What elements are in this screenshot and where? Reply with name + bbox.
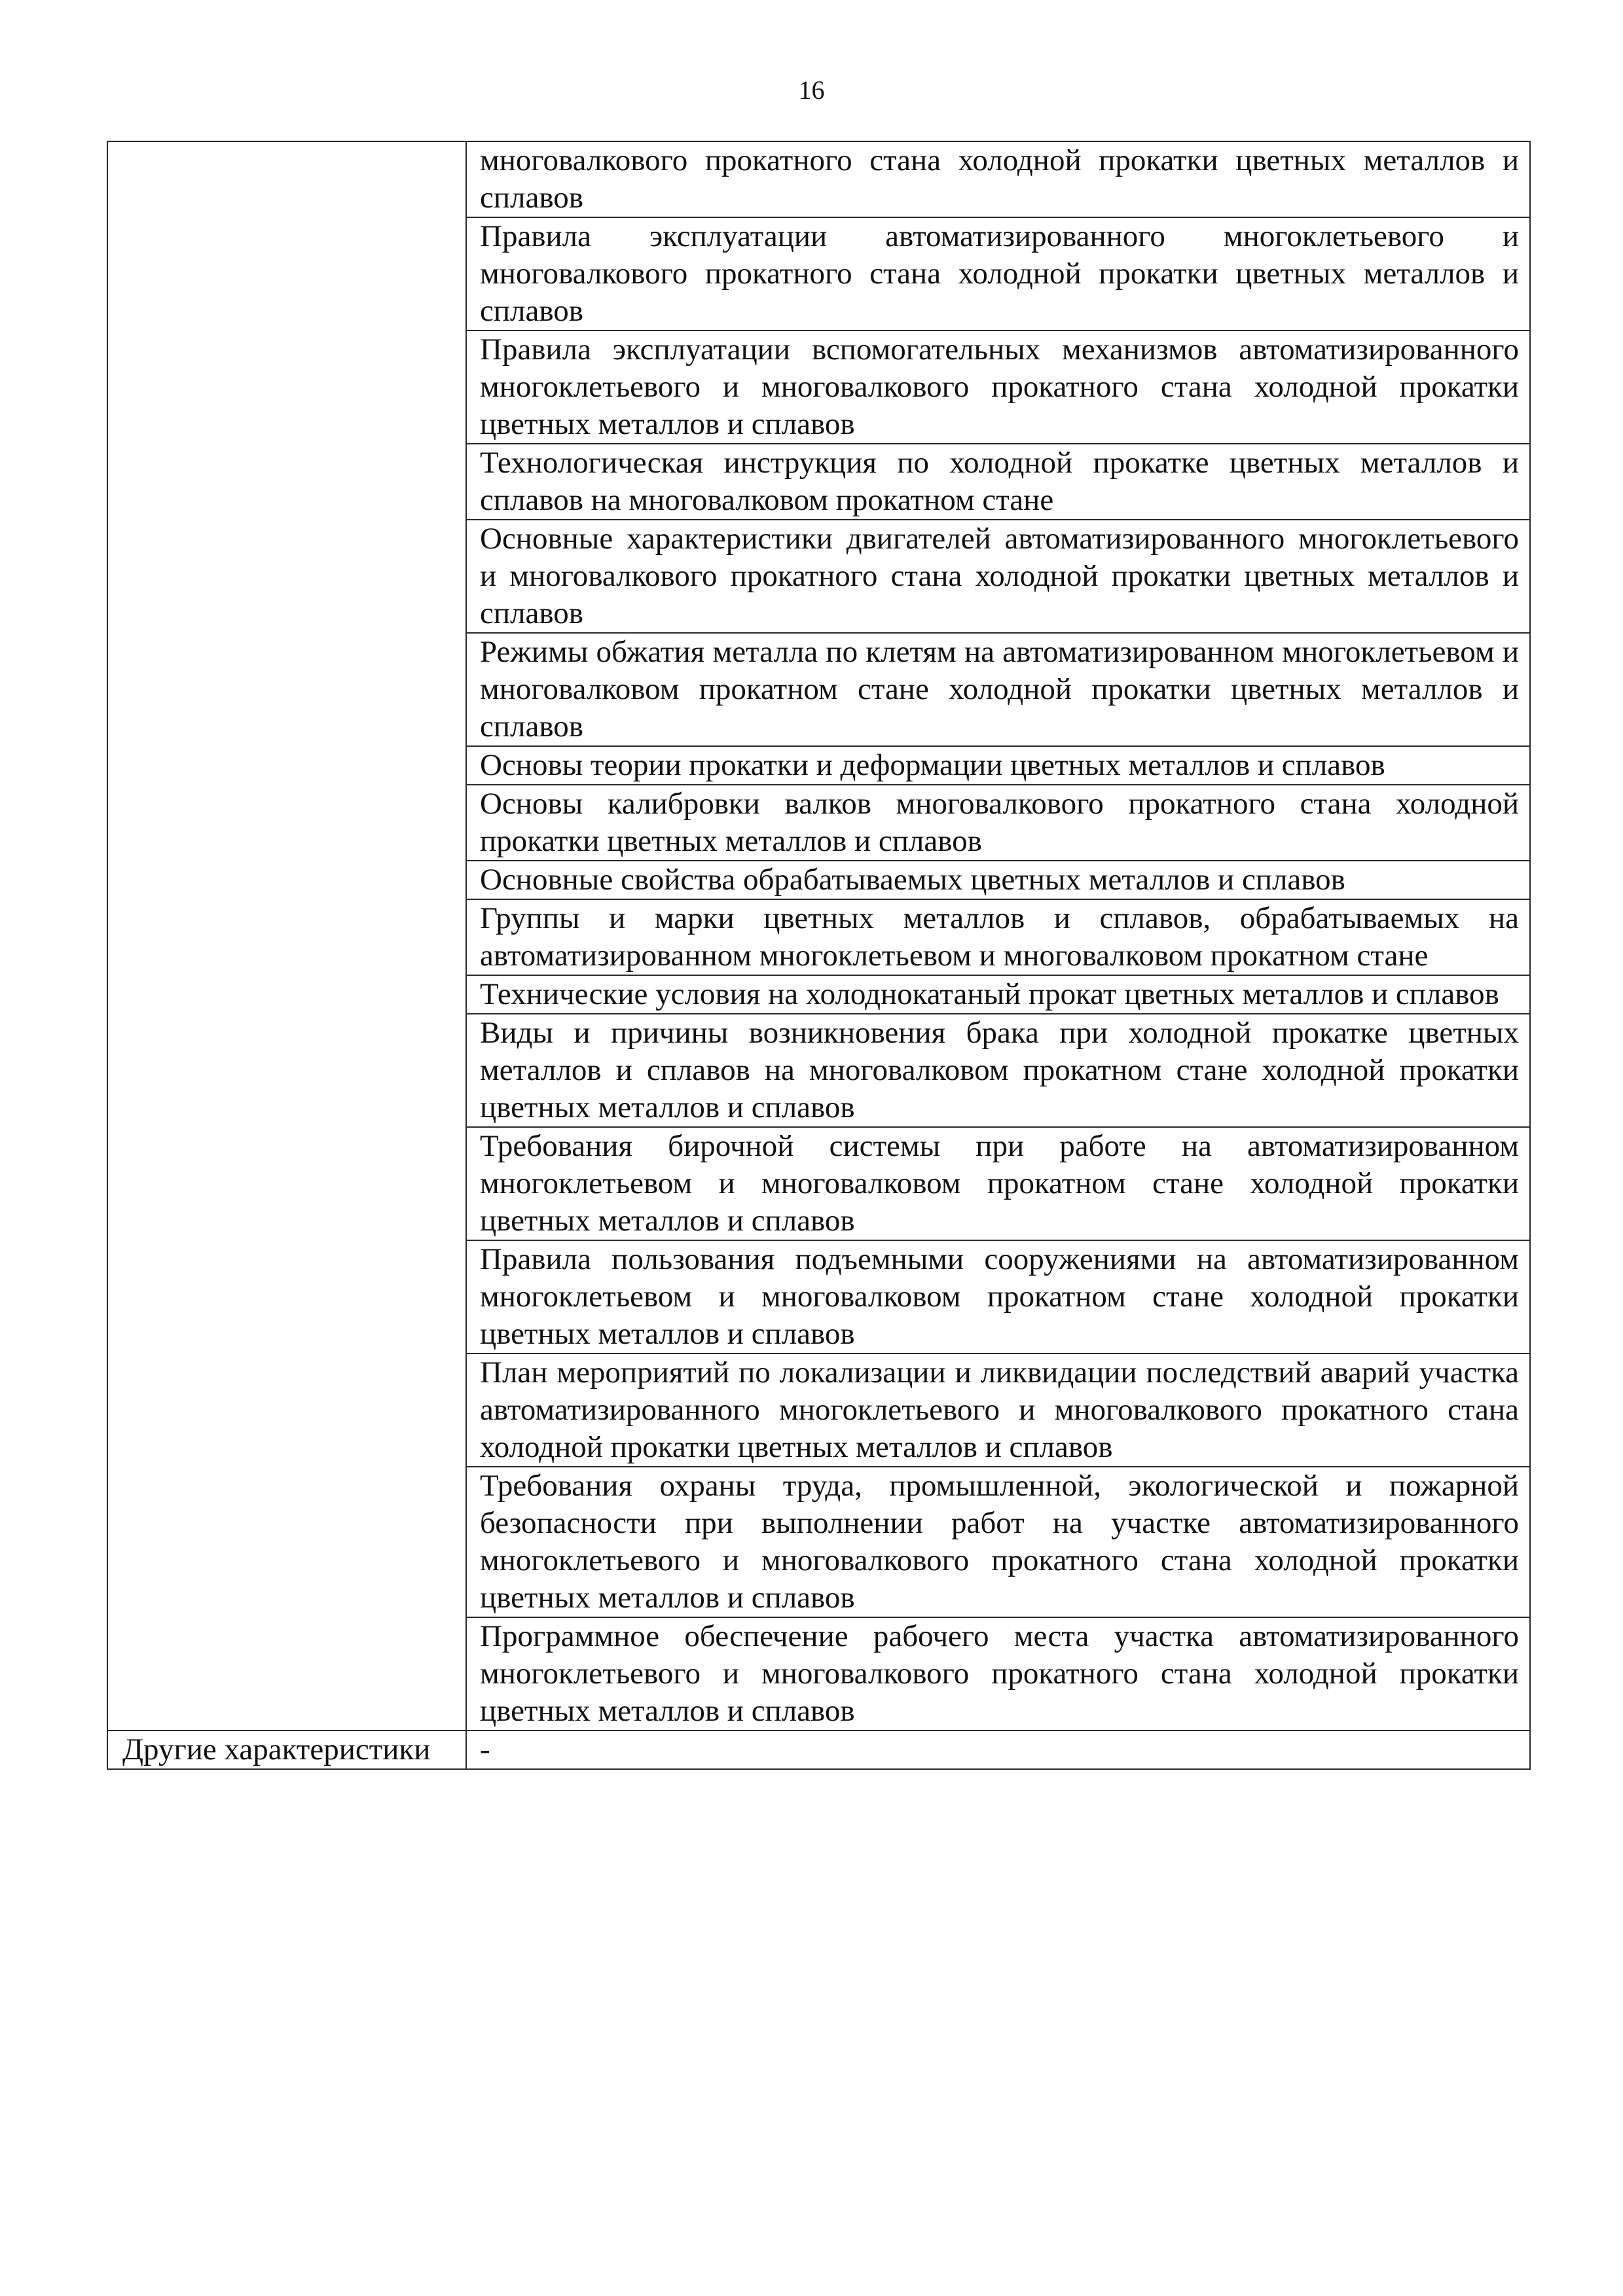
other-characteristics-value: - bbox=[466, 1731, 1530, 1769]
table-cell bbox=[466, 746, 1530, 785]
cell-text: Требования охраны труда, промышленной, экологической и пожарной безопасности при выполнении работ на участке автоматизированного многоклетьевого и многовалкового прокатного стана холодной прокатки цветных металлов и сплавов bbox=[480, 1469, 1519, 1615]
cell-text: Технические условия на холоднокатаный прокат цветных металлов и сплавов bbox=[480, 977, 1499, 1011]
cell-text: Основы теории прокатки и деформации цветных металлов и сплавов bbox=[480, 748, 1385, 782]
cell-text: Требования бирочной системы при работе на автоматизированном многоклетьевом и многовалковом прокатном стане холодной прокатки цветных металлов и сплавов bbox=[480, 1129, 1519, 1238]
cell-text: Программное обеспечение рабочего места участка автоматизированного многоклетьевого и многовалкового прокатного стана холодной прокатки цветных металлов и сплавов bbox=[480, 1619, 1519, 1728]
cell-text: Правила эксплуатации вспомогательных механизмов автоматизированного многоклетьевого и многовалкового прокатного стана холодной прокатки цветных металлов и сплавов bbox=[480, 332, 1519, 441]
table-cell bbox=[466, 861, 1530, 899]
label-cell-empty bbox=[107, 141, 466, 1731]
table-cell bbox=[466, 785, 1530, 861]
cell-text: План мероприятий по локализации и ликвидации последствий аварий участка автоматизированного многоклетьевого и многовалкового прокатного стана холодной прокатки цветных металлов и сплавов bbox=[480, 1355, 1519, 1464]
table-cell bbox=[466, 899, 1530, 975]
cell-text: Правила пользования подъемными сооружениями на автоматизированном многоклетьевом и многовалковом прокатном стане холодной прокатки цветных металлов и сплавов bbox=[480, 1242, 1519, 1351]
table-cell bbox=[466, 1467, 1530, 1617]
table-cell bbox=[466, 1014, 1530, 1127]
cell-text: многовалкового прокатного стана холодной прокатки цветных металлов и сплавов bbox=[480, 143, 1519, 215]
cell-text: Основные свойства обрабатываемых цветных металлов и сплавов bbox=[480, 863, 1345, 897]
table-cell bbox=[466, 633, 1530, 746]
cell-text: Основы калибровки валков многовалкового прокатного стана холодной прокатки цветных металлов и сплавов bbox=[480, 787, 1519, 858]
table-row-other bbox=[107, 1731, 1530, 1769]
page-number: 16 bbox=[798, 75, 825, 105]
table-cell bbox=[466, 1127, 1530, 1240]
cell-text: Группы и марки цветных металлов и сплавов, обрабатываемых на автоматизированном многоклетьевом и многовалковом прокатном стане bbox=[480, 901, 1519, 973]
table-cell bbox=[466, 520, 1530, 633]
table-row bbox=[107, 141, 1530, 217]
cell-text: Технологическая инструкция по холодной прокатке цветных металлов и сплавов на многовалковом прокатном стане bbox=[480, 446, 1519, 517]
cell-text: Режимы обжатия металла по клетям на автоматизированном многоклетьевом и многовалковом прокатном стане холодной прокатки цветных металлов и сплавов bbox=[480, 635, 1519, 744]
table-cell bbox=[466, 217, 1530, 331]
cell-text: Основные характеристики двигателей автоматизированного многоклетьевого и многовалкового прокатного стана холодной прокатки цветных металлов и сплавов bbox=[480, 522, 1519, 630]
table-cell bbox=[466, 1354, 1530, 1467]
other-characteristics-label: Другие характеристики bbox=[107, 1731, 466, 1769]
table-cell bbox=[466, 975, 1530, 1014]
table-cell bbox=[466, 1240, 1530, 1354]
table-cell bbox=[466, 331, 1530, 444]
cell-text: Виды и причины возникновения брака при холодной прокатке цветных металлов и сплавов на многовалковом прокатном стане холодной прокатки цветных металлов и сплавов bbox=[480, 1016, 1519, 1124]
cell-text: Правила эксплуатации автоматизированного многоклетьевого и многовалкового прокатного стана холодной прокатки цветных металлов и сплавов bbox=[480, 219, 1519, 328]
table-cell bbox=[466, 1617, 1530, 1731]
requirements-table bbox=[107, 141, 1531, 1770]
table-cell bbox=[466, 444, 1530, 520]
table-cell bbox=[466, 141, 1530, 217]
